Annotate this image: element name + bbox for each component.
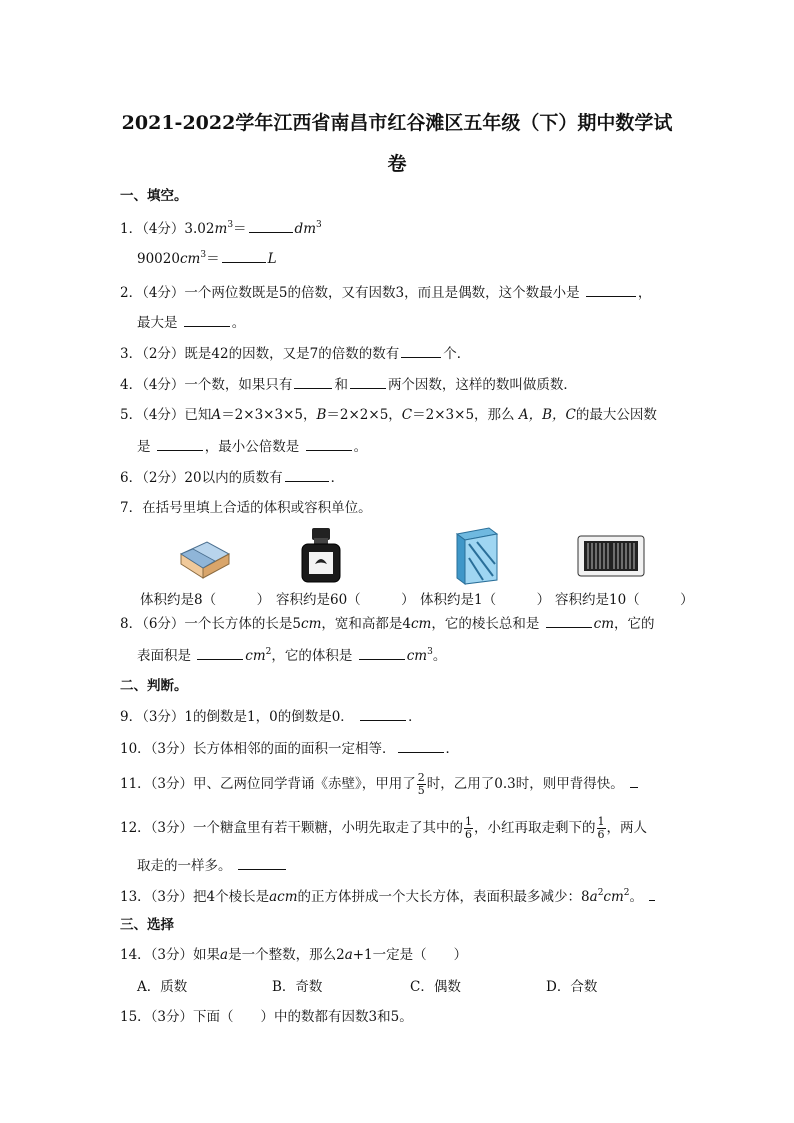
ink-bottle-icon [297, 524, 345, 586]
question-2: 2．（4分）一个两位数既是5的倍数，又有因数3，而且是偶数，这个数最小是 ， [120, 282, 651, 303]
answer-blank[interactable] [249, 218, 293, 233]
answer-blank[interactable] [222, 248, 266, 263]
answer-blank[interactable] [197, 645, 243, 660]
paper-title-line2: 卷 [387, 153, 407, 175]
question-11: 11．（3分）甲、乙两位同学背诵《赤壁》，甲用了 $\frac{2}{5}$ 时，乙用了0.3时，则甲背得快。 [120, 772, 640, 797]
answer-blank[interactable] [306, 436, 352, 451]
fraction: $\frac{2}{5}$ [417, 771, 425, 797]
air-conditioner-icon [575, 524, 647, 586]
caption-book-box: 体积约是1（ ） [420, 592, 551, 608]
option-a[interactable]: A．质数 [137, 979, 188, 995]
unit-pictures [137, 524, 677, 586]
question-1-b: $90020cm^3= L$ [137, 250, 277, 267]
answer-blank[interactable] [184, 312, 230, 327]
answer-blank[interactable] [359, 645, 405, 660]
question-3: 3．（2分）既是42的因数，又是7的倍数的数有 个． [120, 343, 470, 364]
question-8-b: 表面积是 $cm^2$，它的体积是 $cm^3$。 [137, 647, 447, 664]
option-b[interactable]: B．奇数 [272, 979, 323, 995]
option-c[interactable]: C．偶数 [410, 979, 461, 995]
answer-blank[interactable] [157, 436, 203, 451]
caption-eraser: 体积约是8（ ） [140, 592, 271, 608]
question-12-b: 取走的一样多。 [137, 855, 288, 876]
answer-blank[interactable] [586, 282, 636, 297]
section-choice: 三、选择 [120, 917, 174, 933]
question-12: 12．（3分）一个糖盒里有若干颗糖，小明先取走了其中的 $\frac{1}{6}$ ，小红再取走剩下的 $\frac{1}{6}$ ，两人 [120, 815, 648, 841]
caption-ink-bottle: 容积约是60（ ） [276, 592, 415, 608]
answer-blank[interactable] [285, 467, 329, 482]
question-14: 14．（3分）如果a是一个整数，那么2a+1一定是（ ） [120, 947, 468, 963]
answer-blank[interactable] [546, 613, 592, 628]
answer-blank[interactable] [350, 374, 386, 389]
question-8: 8．（6分）一个长方体的长是5cm，宽和高都是4cm，它的棱长总和是 cm，它的 [120, 613, 655, 634]
question-4: 4．（4分）一个数，如果只有 和 两个因数，这样的数叫做质数． [120, 374, 577, 395]
answer-blank[interactable] [294, 374, 332, 389]
section-judge: 二、判断。 [120, 678, 188, 694]
answer-blank[interactable] [360, 706, 406, 721]
question-10: 10．（3分）长方体相邻的面的面积一定相等． ． [120, 738, 459, 759]
fraction: $\frac{1}{6}$ [597, 815, 605, 841]
question-5: 5．（4分）已知A＝2×3×3×5，B＝2×2×5，C＝2×3×5，那么 A，B，C的最大公因数 [120, 407, 657, 423]
answer-blank[interactable] [630, 773, 638, 788]
question-5-b: 是 ，最小公倍数是 。 [137, 436, 367, 457]
answer-blank[interactable] [398, 738, 444, 753]
caption-air-conditioner: 容积约是10（ ） [555, 592, 694, 608]
answer-blank[interactable] [401, 343, 441, 358]
question-15: 15．（3分）下面（ ）中的数都有因数3和5。 [120, 1009, 413, 1025]
question-7: 7．在括号里填上合适的体积或容积单位。 [120, 500, 372, 516]
question-6: 6．（2分）20以内的质数有 ． [120, 467, 344, 488]
answer-blank[interactable] [238, 855, 286, 870]
answer-blank[interactable] [649, 886, 655, 901]
paper-title-line1: 2021-2022学年江西省南昌市红谷滩区五年级（下）期中数学试 [121, 112, 673, 134]
question-2-b: 最大是 。 [137, 312, 245, 333]
book-box-icon [449, 524, 511, 586]
question-1: 1．（4分）$3.02m^3= dm^3$ [120, 220, 322, 237]
eraser-icon [173, 524, 235, 586]
question-9: 9．（3分）1的倒数是1，0的倒数是0． ． [120, 706, 422, 727]
fraction: $\frac{1}{6}$ [465, 815, 473, 841]
option-d[interactable]: D．合数 [546, 979, 598, 995]
question-13: 13．（3分）把4个棱长是acm的正方体拼成一个大长方体，表面积最多减少：$8a^2cm^2$。 [120, 886, 657, 907]
section-fill-blank: 一、填空。 [120, 188, 188, 204]
